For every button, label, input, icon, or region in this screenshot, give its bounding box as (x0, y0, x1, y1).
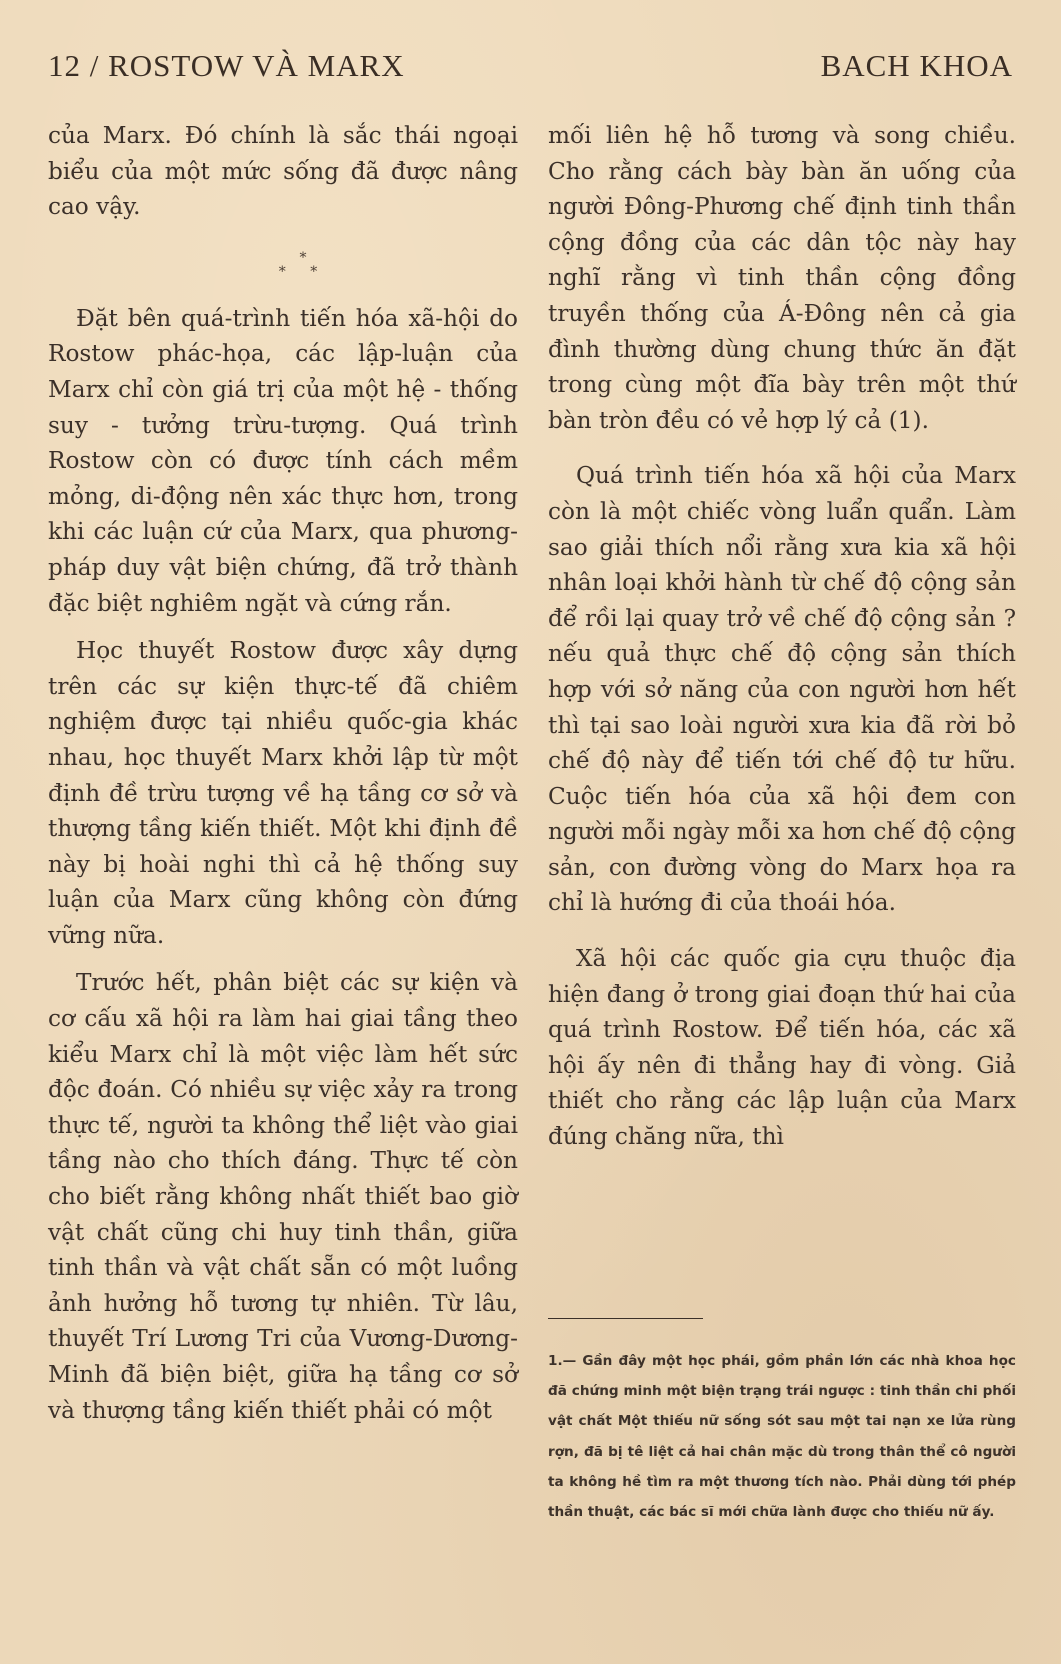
separator-star: * (299, 249, 307, 266)
footnote-rule (548, 1318, 703, 1319)
running-header (48, 48, 1013, 92)
paragraph: Quá trình tiến hóa xã hội của Marx còn là một chiếc vòng luẩn quẩn. Làm sao giải thích nổi rằng xưa kia xã hội nhân loại khởi hành từ chế độ cộng sản để rồi lại quay trở về chế độ cộng sản ? nếu quả thực chế độ cộng sản thích hợp với sở năng của con người hơn hết thì tại sao loài người xưa kia đã rời bỏ chế độ này để tiến tới chế độ tư hữu. Cuộc tiến hóa của xã hội đem con người mỗi ngày mỗi xa hơn chế độ cộng sản, con đường vòng do Marx họa ra chỉ là hướng đi của thoái hóa. (548, 462, 1016, 917)
paragraph: của Marx. Đó chính là sắc thái ngoại biểu của một mức sống đã được nâng cao vậy. (48, 122, 518, 221)
separator-stars: * * (278, 263, 328, 280)
paragraph: Đặt bên quá-trình tiến hóa xã-hội do Rostow phác-họa, các lập-luận của Marx chỉ còn giá trị của một hệ - thống suy - tưởng trừu-tượng. Quá trình Rostow còn có được tính cách mềm mỏng, di-động nên xác thực hơn, trong khi các luận cứ của Marx, qua phương-pháp duy vật biện chứng, đã trở thành đặc biệt nghiêm ngặt và cứng rắn. (48, 304, 518, 617)
header-magazine-name: BACH KHOA (820, 48, 1013, 83)
paragraph: Học thuyết Rostow được xây dựng trên các sự kiện thực-tế đã chiêm nghiệm được tại nhiều quốc-gia khác nhau, học thuyết Marx khởi lập từ một định đề trừu tượng về hạ tầng cơ sở và thượng tầng kiến thiết. Một khi định đề này bị hoài nghi thì cả hệ thống suy luận của Marx cũng không còn đứng vững nữa. (48, 637, 518, 949)
paragraph: Xã hội các quốc gia cựu thuộc địa hiện đang ở trong giai đoạn thứ hai của quá trình Rostow. Để tiến hóa, các xã hội ấy nên đi thẳng hay đi vòng. Giả thiết cho rằng các lập luận của Marx đúng chăng nữa, thì (548, 945, 1016, 1151)
paragraph: mối liên hệ hỗ tương và song chiều. Cho rằng cách bày bàn ăn uống của người Đông-Phương chế định tinh thần cộng đồng của các dân tộc này hay nghĩ rằng vì tinh thần cộng đồng truyền thống của Á-Đông nên cả gia đình thường dùng chung thức ăn đặt trong cùng một đĩa bày trên một thứ bàn tròn đều có vẻ hợp lý cả (1). (548, 122, 1016, 434)
left-column (48, 118, 518, 1428)
footnote: 1.— Gần đây một học phái, gồm phần lớn các nhà khoa học đã chứng minh một biện trạng trái ngược : tinh thần chi phối vật chất Một thiếu nữ sống sót sau một tai nạn xe lửa rùng rợn, đã bị tê liệt cả hai chân mặc dù trong thân thể cô người ta không hề tìm ra một thương tích nào. Phải dùng tới phép thần thuật, các bác sĩ mới chữa lành được cho thiếu nữ ấy. (548, 1353, 1016, 1521)
paragraph: Trước hết, phân biệt các sự kiện và cơ cấu xã hội ra làm hai giai tầng theo kiểu Marx chỉ là một việc làm hết sức độc đoán. Có nhiều sự việc xảy ra trong thực tế, người ta không thể liệt vào giai tầng nào cho thích đáng. Thực tế còn cho biết rằng không nhất thiết bao giờ vật chất cũng chi huy tinh thần, giữa tinh thần và vật chất sẵn có một luồng ảnh hưởng hỗ tương tự nhiên. Từ lâu, thuyết Trí Lương Tri của Vương-Dương-Minh đã biện biệt, giữa hạ tầng cơ sở và thượng tầng kiến thiết phải có một (48, 969, 518, 1424)
section-separator (48, 251, 518, 279)
right-column (548, 118, 1016, 1155)
header-page-title: 12 / ROSTOW VÀ MARX (48, 48, 405, 83)
